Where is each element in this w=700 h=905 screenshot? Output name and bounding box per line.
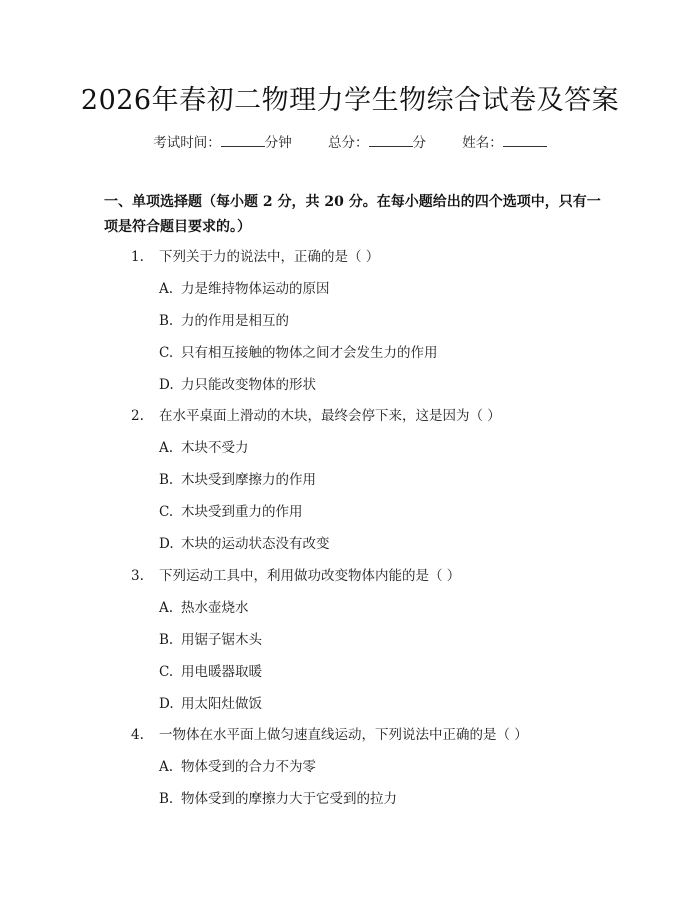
exam-time-blank [221, 134, 265, 147]
exam-time-field [153, 131, 292, 151]
total-score-unit: 分 [412, 135, 426, 151]
exam-info-line [0, 131, 700, 151]
option-letter: D. [159, 536, 174, 552]
question-number: 4. [131, 727, 144, 743]
option-letter: A. [159, 440, 174, 456]
question-number: 2. [131, 408, 144, 424]
option-letter: A. [159, 759, 174, 775]
question-text: 一物体在水平面上做匀速直线运动，下列说法中正确的是（ ） [159, 727, 528, 743]
student-name-blank [503, 134, 547, 147]
option-text: 力是维持物体运动的原因 [181, 281, 330, 297]
option-letter: A. [159, 600, 174, 616]
question-1-option-d [159, 373, 316, 393]
question-4-option-b [159, 787, 397, 807]
option-letter: B. [159, 472, 174, 488]
question-1-option-a [159, 277, 330, 297]
option-text: 木块受到重力的作用 [181, 504, 303, 520]
option-text: 物体受到的摩擦力大于它受到的拉力 [181, 791, 397, 807]
option-letter: D. [159, 696, 174, 712]
question-2 [131, 404, 501, 424]
question-3-option-a [159, 596, 249, 616]
question-4 [131, 723, 528, 743]
option-text: 物体受到的合力不为零 [181, 759, 316, 775]
option-letter: B. [159, 313, 174, 329]
option-text: 力的作用是相互的 [181, 313, 289, 329]
student-name-field [462, 131, 547, 151]
page-title: 2026年春初二物理力学生物综合试卷及答案 [80, 85, 620, 116]
option-text: 力只能改变物体的形状 [181, 377, 316, 393]
option-text: 用锯子锯木头 [181, 632, 262, 648]
question-1-option-b [159, 309, 289, 329]
question-3-option-d [159, 692, 262, 712]
question-3-option-b [159, 628, 262, 648]
question-2-option-c [159, 500, 303, 520]
question-1 [131, 245, 379, 265]
question-3 [131, 564, 460, 584]
question-3-option-c [159, 660, 262, 680]
question-text: 下列关于力的说法中，正确的是（ ） [159, 249, 380, 265]
exam-time-label: 考试时间： [153, 135, 221, 151]
section-heading: 一、单项选择题（每小题 2 分，共 20 分。在每小题给出的四个选项中，只有一项是符合题目要求的。） [104, 194, 601, 235]
option-text: 木块的运动状态没有改变 [181, 536, 330, 552]
option-text: 木块受到摩擦力的作用 [181, 472, 316, 488]
total-score-field [328, 131, 426, 151]
option-text: 用太阳灶做饭 [181, 696, 262, 712]
question-2-option-d [159, 532, 330, 552]
student-name-label: 姓名： [462, 135, 503, 151]
option-text: 木块不受力 [181, 440, 249, 456]
question-number: 1. [131, 249, 144, 265]
option-text: 只有相互接触的物体之间才会发生力的作用 [181, 345, 438, 361]
option-letter: B. [159, 791, 174, 807]
total-score-blank [369, 134, 413, 147]
question-text: 下列运动工具中，利用做功改变物体内能的是（ ） [159, 568, 461, 584]
option-text: 用电暖器取暖 [181, 664, 262, 680]
option-letter: C. [159, 664, 174, 680]
question-number: 3. [131, 568, 144, 584]
question-2-option-b [159, 468, 316, 488]
question-text: 在水平桌面上滑动的木块，最终会停下来，这是因为（ ） [159, 408, 501, 424]
option-letter: C. [159, 504, 174, 520]
option-letter: D. [159, 377, 174, 393]
total-score-label: 总分： [328, 135, 369, 151]
question-1-option-c [159, 341, 438, 361]
question-4-option-a [159, 755, 316, 775]
option-letter: A. [159, 281, 174, 297]
exam-time-unit: 分钟 [264, 135, 292, 151]
option-letter: C. [159, 345, 174, 361]
option-text: 热水壶烧水 [181, 600, 249, 616]
option-letter: B. [159, 632, 174, 648]
question-2-option-a [159, 436, 249, 456]
